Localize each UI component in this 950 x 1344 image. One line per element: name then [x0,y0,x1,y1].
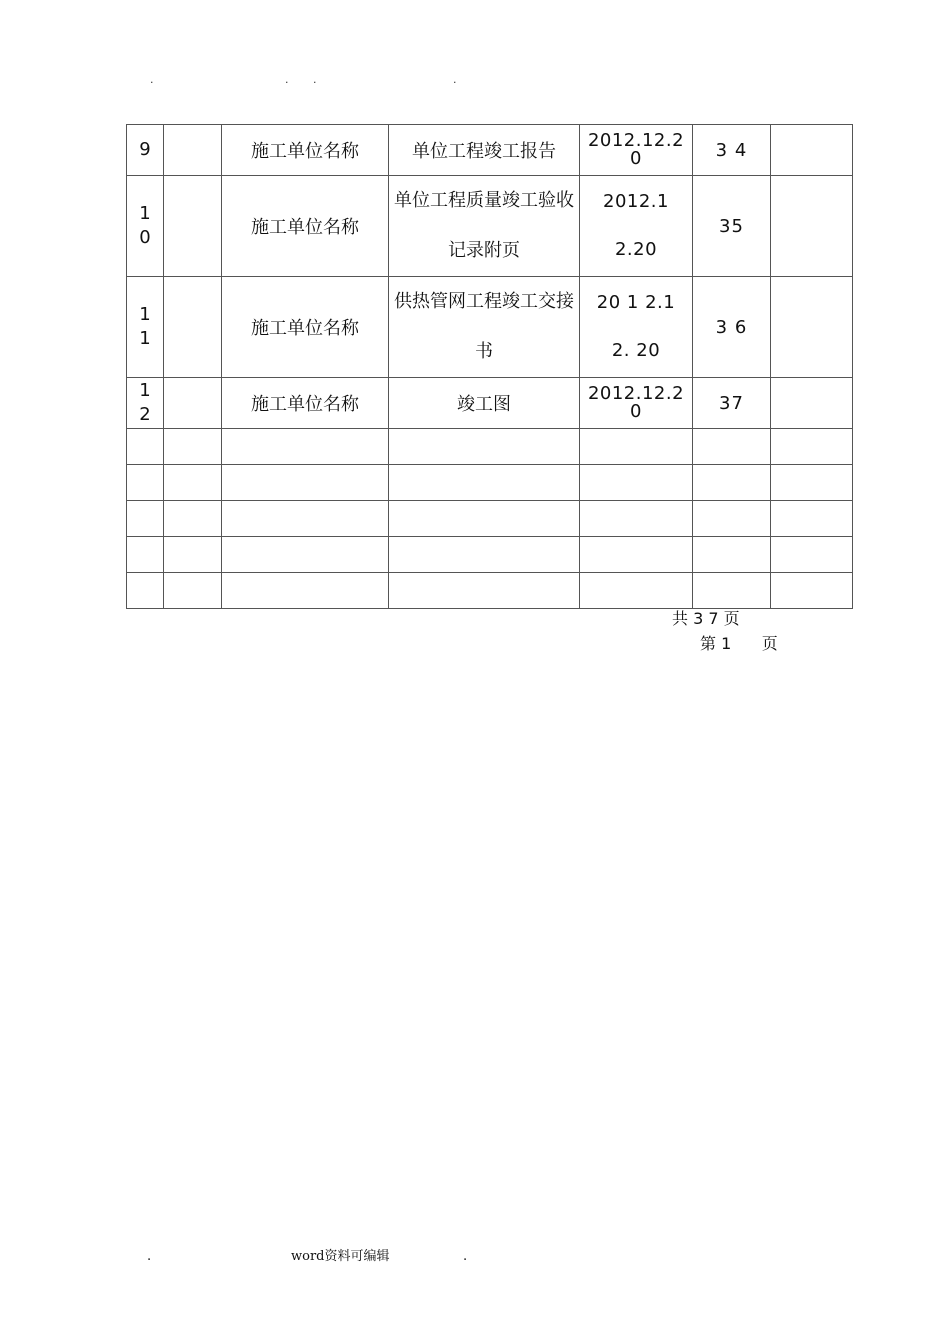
header-dot: . [313,73,317,86]
row-title: 单位工程竣工报告 [389,125,580,176]
cell-empty [164,277,222,378]
row-page: 35 [693,176,771,277]
table-row [127,378,853,429]
cell-empty [164,176,222,277]
footer-caption: word资料可编辑 [291,1249,390,1264]
row-title: 供热管网工程竣工交接书 [389,277,580,378]
row-remark [771,378,853,429]
table-row-empty [127,537,853,573]
table-row-empty [127,429,853,465]
table-row-empty [127,465,853,501]
table-row [127,176,853,277]
row-number: 12 [127,378,164,429]
table-row-empty [127,573,853,609]
row-title: 单位工程质量竣工验收记录附页 [389,176,580,277]
table-row [127,125,853,176]
row-remark [771,277,853,378]
current-page-label: 第 1 页 [700,634,778,653]
row-date: 2012.12.20 [580,378,693,429]
row-unit: 施工单位名称 [222,176,389,277]
header-dot: . [453,73,457,86]
total-pages-label: 共 3 7 页 [672,609,740,628]
footer-dot-right: . [463,1249,468,1264]
row-date: 2012.12.20 [580,125,693,176]
row-number: 11 [127,277,164,378]
catalog-table [126,124,853,609]
cell-empty [164,125,222,176]
footer-dot-left: . [147,1249,152,1264]
header-dot: . [150,73,154,86]
row-date: 20 1 2.1 2. 20 [580,277,693,378]
page-footer [0,1246,950,1268]
row-unit: 施工单位名称 [222,277,389,378]
row-page: 3 6 [693,277,771,378]
header-dot: . [285,73,289,86]
row-title: 竣工图 [389,378,580,429]
row-remark [771,176,853,277]
header-dots [0,72,950,88]
cell-empty [164,378,222,429]
row-page: 37 [693,378,771,429]
row-unit: 施工单位名称 [222,125,389,176]
row-remark [771,125,853,176]
table-row-empty [127,501,853,537]
row-number: 10 [127,176,164,277]
table-row [127,277,853,378]
row-page: 3 4 [693,125,771,176]
row-date: 2012.12.20 [580,176,693,277]
row-number: 9 [127,125,164,176]
row-unit: 施工单位名称 [222,378,389,429]
